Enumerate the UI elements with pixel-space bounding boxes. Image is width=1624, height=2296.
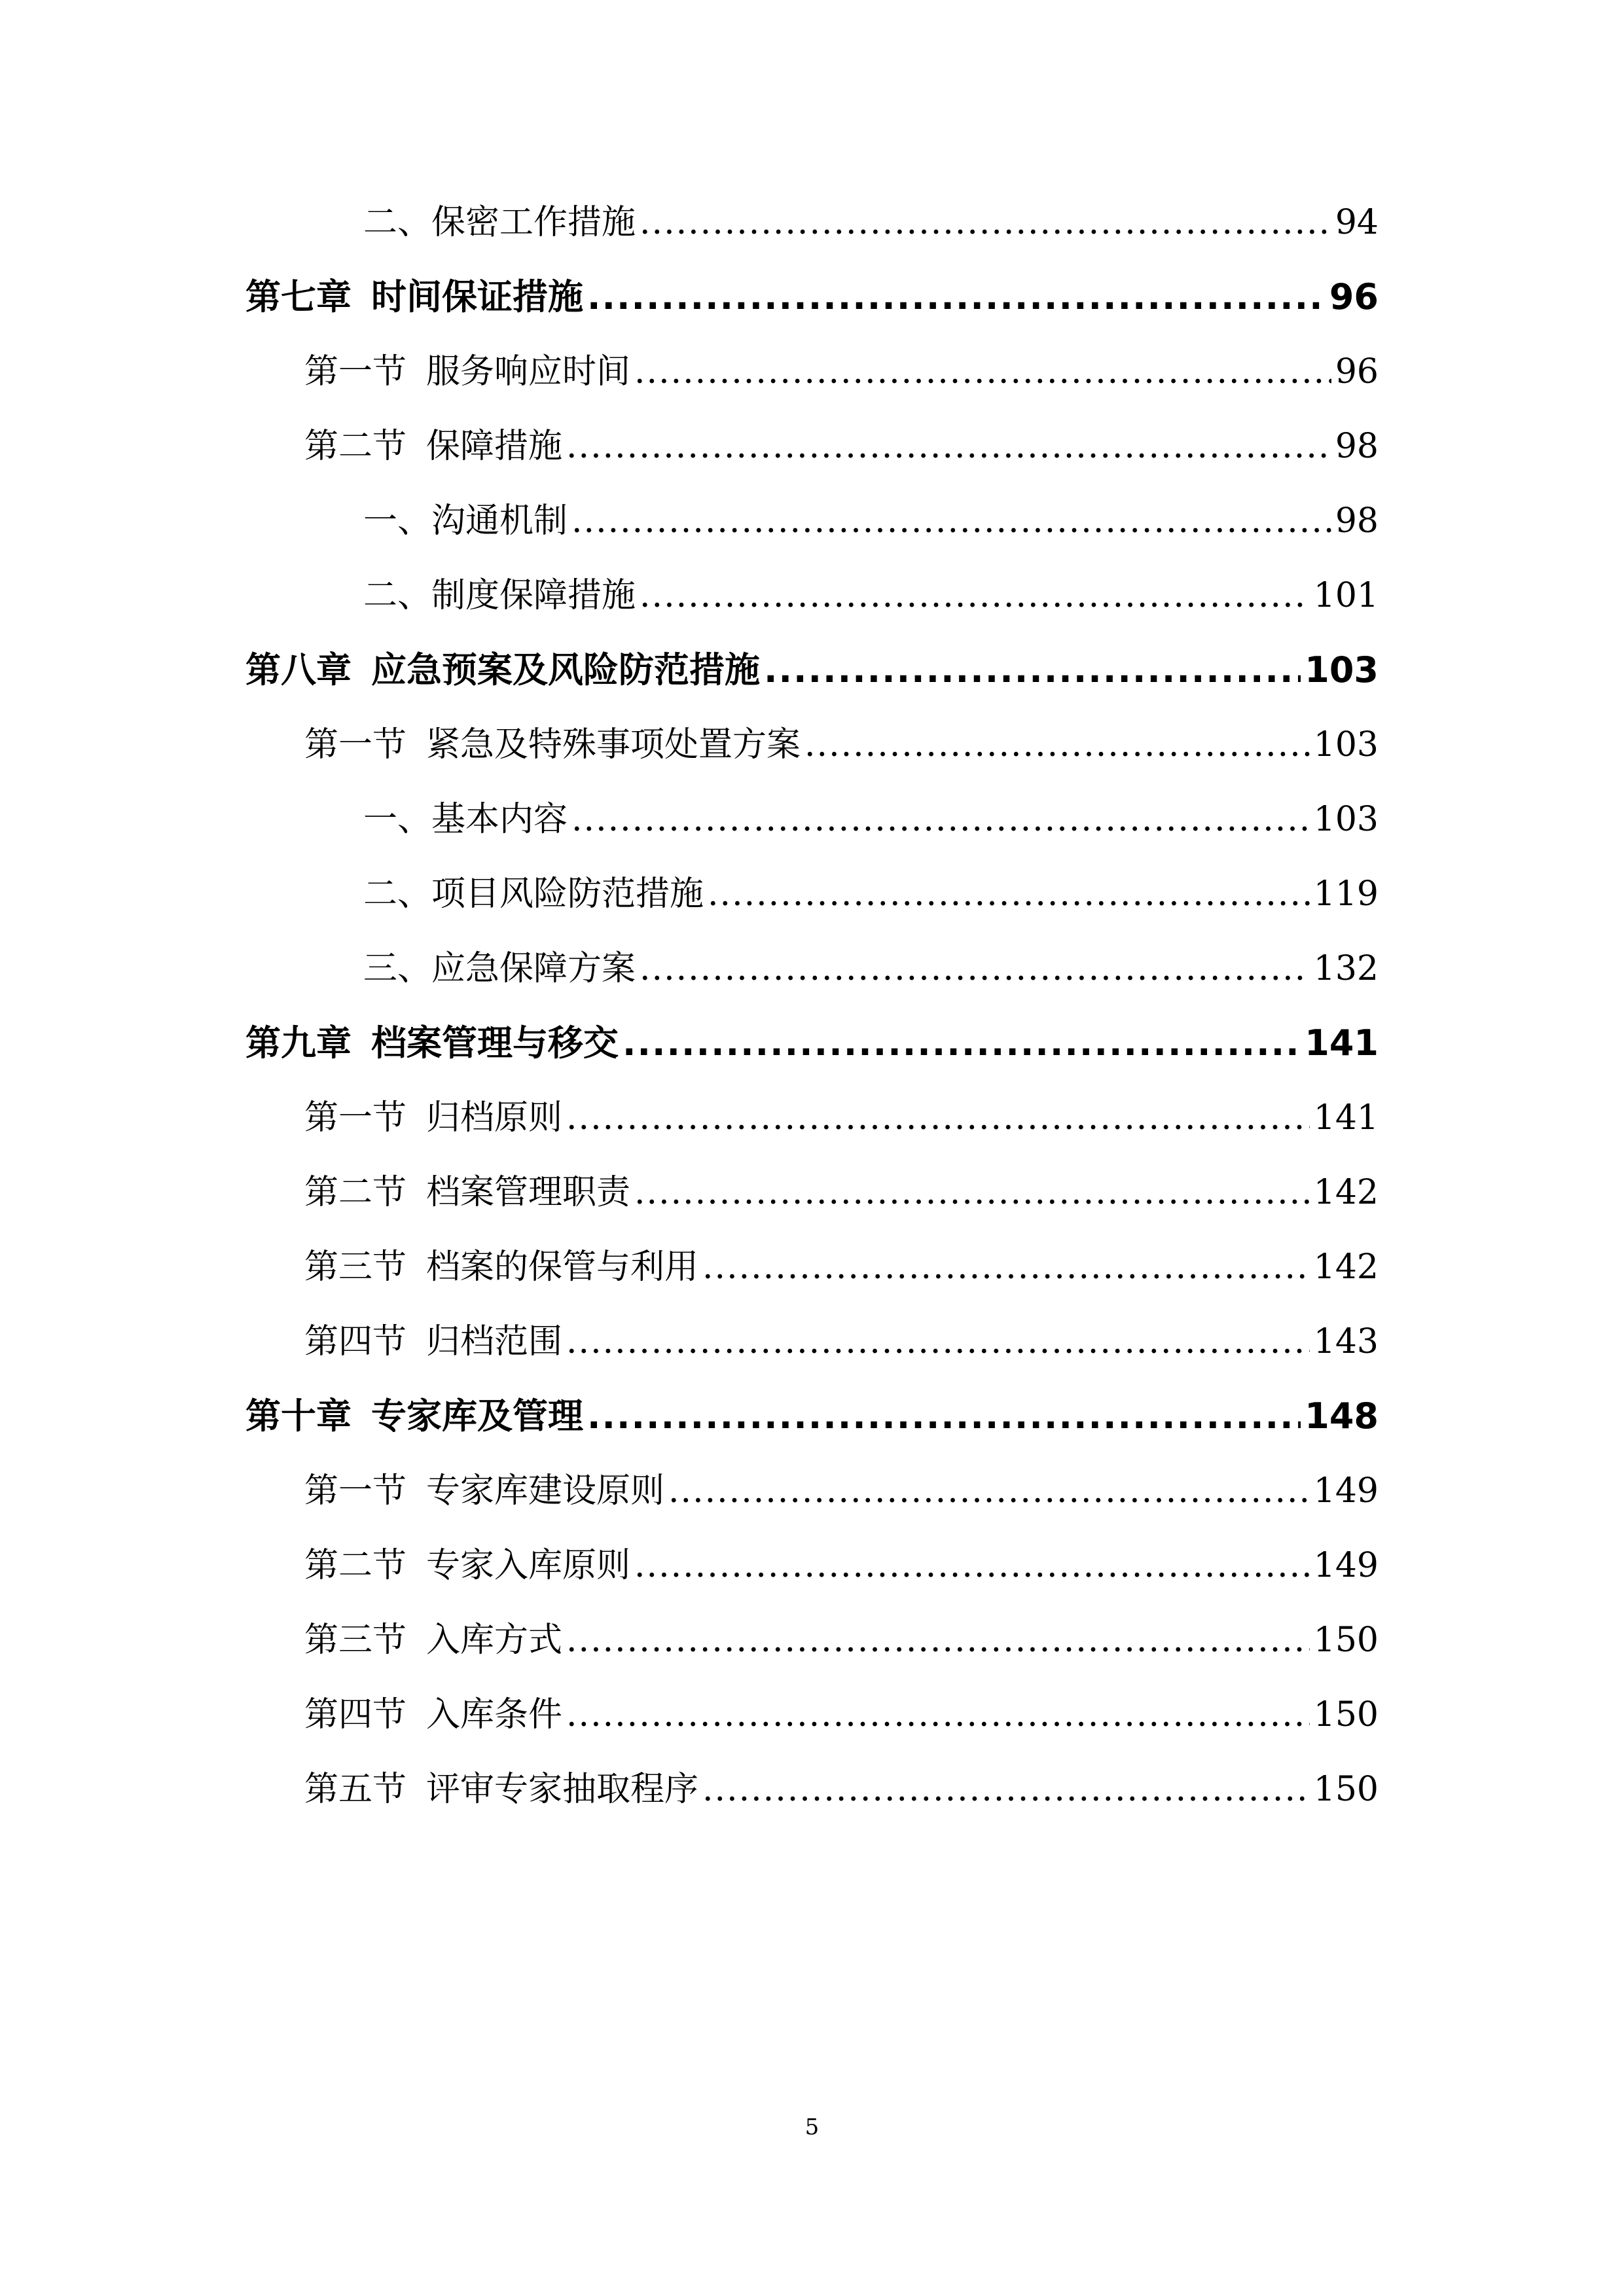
toc-entry-page: 98 xyxy=(1335,427,1379,466)
toc-entry-title: 归档原则 xyxy=(426,1098,563,1138)
toc-entry-number: 第二节 xyxy=(304,1546,407,1585)
dot-leader xyxy=(668,1465,1310,1517)
toc-entry-number: 第三节 xyxy=(304,1247,407,1287)
dot-leader xyxy=(634,1539,1310,1592)
toc-entry-title: 服务响应时间 xyxy=(426,352,631,391)
toc-entry-title: 制度保障措施 xyxy=(431,576,636,615)
dot-leader xyxy=(634,1166,1310,1219)
dot-leader xyxy=(566,420,1331,473)
toc-entry-page: 142 xyxy=(1313,1247,1379,1287)
toc-entry-page: 132 xyxy=(1313,949,1379,988)
dot-leader xyxy=(702,1241,1310,1293)
toc-entry-page: 103 xyxy=(1313,800,1379,839)
toc-entry-title: 时间保证措施 xyxy=(371,276,583,317)
toc-section[interactable] xyxy=(304,1166,1379,1219)
toc-entry-page: 103 xyxy=(1305,649,1379,691)
toc-chapter[interactable] xyxy=(245,1017,1379,1069)
toc-entry-page: 141 xyxy=(1305,1022,1379,1064)
toc-entry-number: 第三节 xyxy=(304,1621,407,1660)
toc-entry-number: 第二节 xyxy=(304,1173,407,1212)
toc-item[interactable] xyxy=(363,196,1379,249)
toc-entry-page: 96 xyxy=(1329,276,1379,317)
toc-entry-number: 第一节 xyxy=(304,725,407,764)
toc-entry-title: 基本内容 xyxy=(431,800,568,839)
toc-entry-number: 第四节 xyxy=(304,1695,407,1734)
toc-section[interactable] xyxy=(304,1539,1379,1592)
dot-leader xyxy=(804,719,1310,771)
toc-section[interactable] xyxy=(304,1316,1379,1368)
toc-entry-page: 150 xyxy=(1313,1695,1379,1734)
toc-entry-page: 98 xyxy=(1335,501,1379,541)
toc-entry-number: 二、 xyxy=(363,576,432,615)
toc-entry-number: 第七章 xyxy=(245,276,352,317)
toc-entry-number: 第一节 xyxy=(304,352,407,391)
toc-entry-page: 96 xyxy=(1335,352,1379,391)
dot-leader xyxy=(640,569,1310,622)
dot-leader xyxy=(702,1763,1310,1816)
toc-entry-number: 第九章 xyxy=(245,1022,352,1064)
toc-entry-page: 150 xyxy=(1313,1770,1379,1809)
toc-entry-page: 149 xyxy=(1313,1471,1379,1511)
toc-item[interactable] xyxy=(363,868,1379,920)
dot-leader xyxy=(566,1689,1310,1741)
dot-leader xyxy=(571,793,1310,846)
toc-section[interactable] xyxy=(304,1763,1379,1816)
toc-section[interactable] xyxy=(304,1614,1379,1666)
dot-leader xyxy=(623,1017,1301,1069)
dot-leader xyxy=(587,1390,1301,1443)
toc-item[interactable] xyxy=(363,569,1379,622)
toc-entry-title: 档案管理与移交 xyxy=(371,1022,619,1064)
toc-section[interactable] xyxy=(304,1092,1379,1144)
toc-entry-title: 专家库及管理 xyxy=(371,1395,583,1437)
toc-entry-page: 150 xyxy=(1313,1621,1379,1660)
toc-entry-title: 保障措施 xyxy=(426,427,563,466)
toc-entry-title: 专家库建设原则 xyxy=(426,1471,665,1511)
toc-entry-title: 专家入库原则 xyxy=(426,1546,631,1585)
dot-leader xyxy=(566,1614,1310,1666)
toc-entry-title: 应急预案及风险防范措施 xyxy=(371,649,760,691)
toc-chapter[interactable] xyxy=(245,1390,1379,1443)
toc-entry-title: 入库条件 xyxy=(426,1695,563,1734)
toc-entry-title: 沟通机制 xyxy=(431,501,568,541)
toc-entry-page: 94 xyxy=(1335,203,1379,242)
dot-leader xyxy=(764,644,1301,696)
page-number: 5 xyxy=(804,2114,820,2140)
toc-entry-page: 119 xyxy=(1313,874,1379,914)
dot-leader xyxy=(640,942,1310,995)
toc-entry-title: 保密工作措施 xyxy=(431,203,636,242)
toc-entry-number: 第一节 xyxy=(304,1471,407,1511)
toc-entry-title: 评审专家抽取程序 xyxy=(426,1770,699,1809)
dot-leader xyxy=(566,1092,1310,1144)
toc-entry-page: 103 xyxy=(1313,725,1379,764)
toc-entry-title: 入库方式 xyxy=(426,1621,563,1660)
toc-item[interactable] xyxy=(363,793,1379,846)
toc-entry-number: 第八章 xyxy=(245,649,352,691)
dot-leader xyxy=(566,1316,1310,1368)
dot-leader xyxy=(587,271,1326,323)
toc-entry-number: 二、 xyxy=(363,874,432,914)
toc-item[interactable] xyxy=(363,942,1379,995)
toc-entry-title: 归档范围 xyxy=(426,1322,563,1361)
toc-section[interactable] xyxy=(304,1689,1379,1741)
toc-entry-page: 149 xyxy=(1313,1546,1379,1585)
dot-leader xyxy=(571,495,1331,547)
toc-section[interactable] xyxy=(304,1465,1379,1517)
toc-entry-page: 148 xyxy=(1305,1395,1379,1437)
toc-entry-number: 二、 xyxy=(363,203,432,242)
toc-entry-page: 141 xyxy=(1313,1098,1379,1138)
toc-entry-number: 一、 xyxy=(363,501,432,541)
toc-entry-title: 项目风险防范措施 xyxy=(431,874,704,914)
toc-chapter[interactable] xyxy=(245,644,1379,696)
toc-chapter[interactable] xyxy=(245,271,1379,323)
toc-entry-title: 档案管理职责 xyxy=(426,1173,631,1212)
toc-entry-number: 第一节 xyxy=(304,1098,407,1138)
dot-leader xyxy=(640,196,1331,249)
toc-entry-title: 档案的保管与利用 xyxy=(426,1247,699,1287)
toc-entry-page: 142 xyxy=(1313,1173,1379,1212)
toc-entry-number: 第二节 xyxy=(304,427,407,466)
toc-entry-number: 第四节 xyxy=(304,1322,407,1361)
toc-section[interactable] xyxy=(304,420,1379,473)
toc-entry-title: 紧急及特殊事项处置方案 xyxy=(426,725,801,764)
toc-entry-number: 第十章 xyxy=(245,1395,352,1437)
toc-entry-title: 应急保障方案 xyxy=(431,949,636,988)
toc-entry-page: 143 xyxy=(1313,1322,1379,1361)
toc-section[interactable] xyxy=(304,719,1379,771)
toc-entry-number: 第五节 xyxy=(304,1770,407,1809)
toc-section[interactable] xyxy=(304,1241,1379,1293)
dot-leader xyxy=(708,868,1310,920)
toc-entry-number: 一、 xyxy=(363,800,432,839)
toc-section[interactable] xyxy=(304,346,1379,398)
dot-leader xyxy=(634,346,1331,398)
toc-entry-page: 101 xyxy=(1313,576,1379,615)
toc-entry-number: 三、 xyxy=(363,949,432,988)
toc-item[interactable] xyxy=(363,495,1379,547)
